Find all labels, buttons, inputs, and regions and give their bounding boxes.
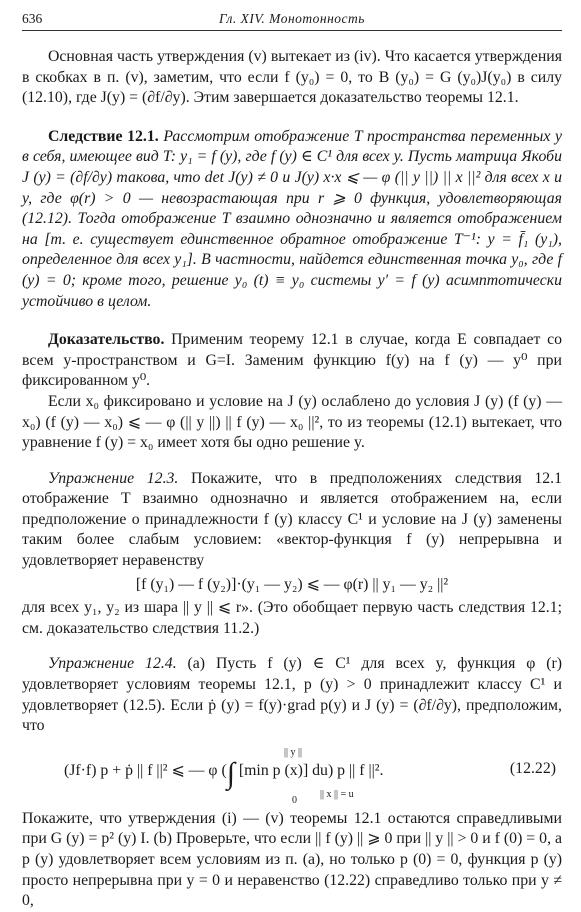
formula-12-22 [22, 743, 562, 805]
corollary-12-1 [22, 127, 562, 312]
integral-sign-icon: ∫ [226, 756, 235, 790]
running-title: Гл. XIV. Монотонность [219, 11, 365, 26]
corollary-text: Рассмотрим отображение T пространства переменных y в себя, имеющее вид T: y₁ = f (y), где f (y) ∈ C¹ для всех y. Пусть матрица Якоби J (y) = (∂f/∂y) такова, что det J(y) ≠ 0 и J(y) x·x ⩽ — φ (|| y ||) || x ||² для всех x и y, где φ(r) > 0 — невозрастающая при r ⩾ 0 функция, удовлетворяющая (12.12). Тогда отображение T взаимно однозначно и является отображением на [т. е. существует единственное обратное отображение T⁻¹: y = f̄₁ (y₁), определенное для всех y₁]. В частности, найдется единственная точка y₀, где f (y) = 0; кроме того, решение y₀ (t) ≡ y₀ системы y′ = f (y) асимптотически устойчиво в целом. [22, 127, 562, 310]
paragraph-theorem-end: Основная часть утверждения (v) вытекает из (iv). Что касается утверждения в скобках в п. (v), заметим, что если f (y₀) = 0, то B (y₀) = G (y₀)J(y₀) в силу (12.10), где J(y) = (∂f/∂y). Этим завершается доказательство теоремы 12.1. [22, 48, 562, 107]
proof-text: Применим теорему 12.1 в случае, когда E совпадает со всем y-пространством и G=I. Заменим функцию f(y) на f (y) — y⁰ при фиксированном y⁰. [22, 331, 562, 390]
integral-upper-limit: || y || [284, 746, 303, 758]
min-subscript: || x || = u [320, 788, 354, 800]
exercise-12-3-label: Упражнение 12.3. [48, 469, 179, 487]
exercise-12-3 [22, 469, 562, 572]
exercise-12-4-label: Упражнение 12.4. [48, 655, 177, 673]
exercise-12-4 [22, 654, 562, 736]
formula-integrand: [min p (x)] du) p || f ||². [234, 761, 384, 779]
proof-label: Доказательство. [48, 331, 165, 349]
book-page [22, 10, 562, 912]
proof-paragraph [22, 330, 562, 392]
exercise-12-4-text: (a) Пусть f (y) ∈ C¹ для всех y, функция φ (r) удовлетворяет условиям теоремы 12.1, p (y) > 0 принадлежит классу C¹ и удовлетворяет (12.5). Если ṗ (y) = f(y)·grad p(y) и J (y) = (∂f/∂y), предположим, что [22, 655, 563, 735]
page-body [22, 47, 562, 912]
corollary-label: Следствие 12.1. [48, 127, 159, 145]
paragraph-final: Покажите, что утверждения (i) — (v) теоремы 12.1 остаются справедливыми при G (y) = p² (y) I. (b) Проверьте, что если || f (y) || ⩾ 0 при || y || > 0 и f (0) = 0, а p (y) удовлетворяет всем условиям из п. (a), но только p (0) = 0, функция p (y) просто непрерывна при y = 0 и неравенство (12.22) справедливо только при y ≠ 0, [22, 809, 562, 910]
exercise-12-3-text: Покажите, что в предположениях следствия 12.1 отображение T взаимно однозначно и является отображением на, если предположение о принадлежности f (y) классу C¹ и условие на J (y) заменены таким более слабым условием: «вектор-функция f (y) непрерывна и удовлетворяет неравенству [22, 469, 562, 570]
page-number: 636 [22, 11, 43, 26]
exercise-12-3-continuation: для всех y₁, y₂ из шара || y || ⩽ r». (Это обобщает первую часть следствия 12.1; см. доказательство следствия 11.2.) [22, 599, 562, 637]
exercise-12-3-formula: [f (y₁) — f (y₂)]·(y₁ — y₂) ⩽ — φ(r) || y₁ — y₂ ||² [135, 575, 449, 593]
formula-left: (Jf·f) p + ṗ || f ||² ⩽ — φ ( [64, 761, 227, 779]
running-header [22, 10, 562, 31]
paragraph-weakened-condition: Если x₀ фиксировано и условие на J (y) ослаблено до условия J (y) (f (y) — x₀) (f (y) — x₀) ⩽ — φ (|| y ||) || f (y) — x₀ ||², то из теоремы (12.1) вытекает, что уравнение f (y) = x₀ имеет хотя бы одно решение y. [22, 392, 562, 452]
equation-number: (12.22) [509, 759, 556, 777]
integral-lower-limit: 0 [292, 794, 297, 806]
